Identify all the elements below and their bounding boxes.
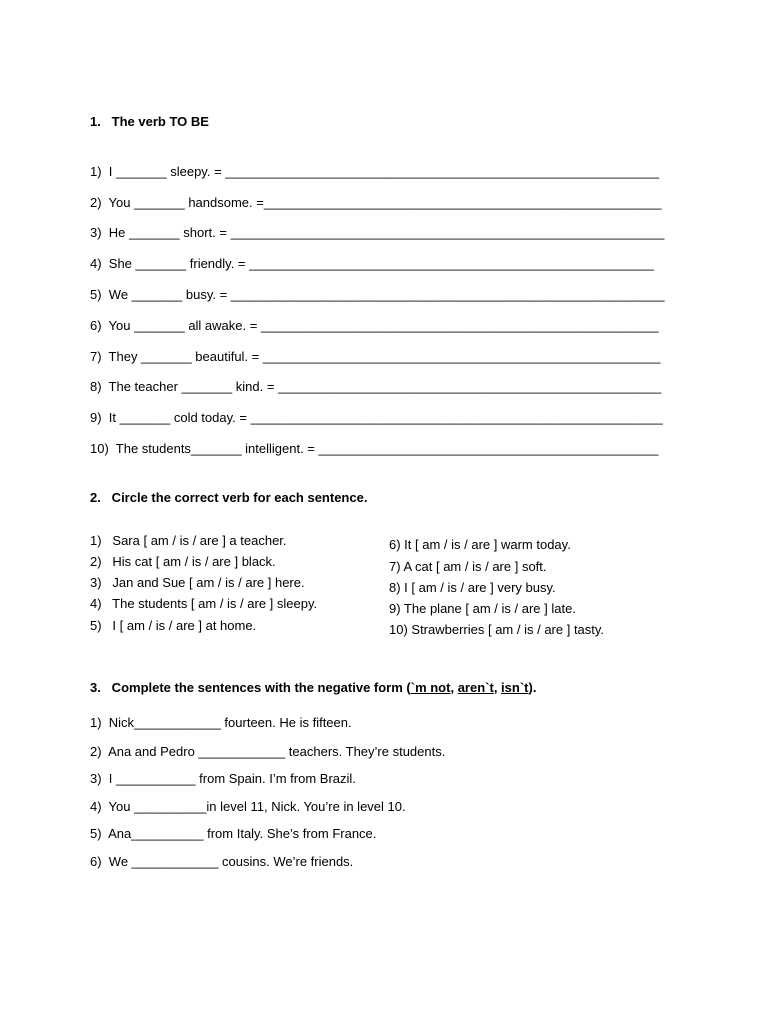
section2-right-item: 9) The plane [ am / is / are ] late. xyxy=(389,601,576,616)
section2-heading: 2. Circle the correct verb for each sentence. xyxy=(90,490,368,505)
section1-item: 10) The students_______ intelligent. = _______________________________________________ xyxy=(90,441,659,456)
section3-heading xyxy=(90,680,536,695)
section3-item: 1) Nick____________ fourteen. He is fifteen. xyxy=(90,715,352,730)
section1-item: 8) The teacher _______ kind. = _____________________________________________________ xyxy=(90,379,662,394)
section3-heading-prefix: 3. Complete the sentences with the negative form ( xyxy=(90,680,411,695)
section1-item: 1) I _______ sleepy. = ____________________________________________________________ xyxy=(90,164,660,179)
section2-right-item: 7) A cat [ am / is / are ] soft. xyxy=(389,559,547,574)
section3-item: 6) We ____________ cousins. We’re friends. xyxy=(90,854,354,869)
section1-item: 2) You _______ handsome. =_______________________________________________________ xyxy=(90,195,662,210)
section1-item: 9) It _______ cold today. = _________________________________________________________ xyxy=(90,410,663,425)
section2-left-item: 3) Jan and Sue [ am / is / are ] here. xyxy=(90,575,305,590)
section2-left-item: 2) His cat [ am / is / are ] black. xyxy=(90,554,276,569)
section2-left-item: 4) The students [ am / is / are ] sleepy. xyxy=(90,596,318,611)
section1-item: 3) He _______ short. = ____________________________________________________________ xyxy=(90,225,665,240)
negative-form-arent: aren`t xyxy=(457,680,494,695)
section2-left-item: 1) Sara [ am / is / are ] a teacher. xyxy=(90,533,287,548)
section1-item: 7) They _______ beautiful. = _______________________________________________________ xyxy=(90,349,661,364)
section1-item: 6) You _______ all awake. = _______________________________________________________ xyxy=(90,318,659,333)
section3-item: 4) You __________in level 11, Nick. You’re in level 10. xyxy=(90,799,406,814)
section2-right-item: 8) I [ am / is / are ] very busy. xyxy=(389,580,556,595)
separator: , xyxy=(450,680,458,695)
section3-item: 3) I ___________ from Spain. I’m from Brazil. xyxy=(90,771,356,786)
section3-item: 2) Ana and Pedro ____________ teachers. They’re students. xyxy=(90,744,446,759)
section2-right-item: 10) Strawberries [ am / is / are ] tasty. xyxy=(389,622,605,637)
section1-item: 4) She _______ friendly. = ________________________________________________________ xyxy=(90,256,654,271)
section2-right-item: 6) It [ am / is / are ] warm today. xyxy=(389,537,571,552)
section3-item: 5) Ana__________ from Italy. She’s from France. xyxy=(90,826,377,841)
section2-left-item: 5) I [ am / is / are ] at home. xyxy=(90,618,257,633)
negative-form-m-not: `m not xyxy=(410,680,451,695)
section1-heading: 1. The verb TO BE xyxy=(90,114,209,129)
separator: , xyxy=(493,680,502,695)
section1-item: 5) We _______ busy. = ____________________________________________________________ xyxy=(90,287,665,302)
negative-form-isnt: isn`t xyxy=(501,680,529,695)
section3-heading-suffix: ). xyxy=(528,680,537,695)
